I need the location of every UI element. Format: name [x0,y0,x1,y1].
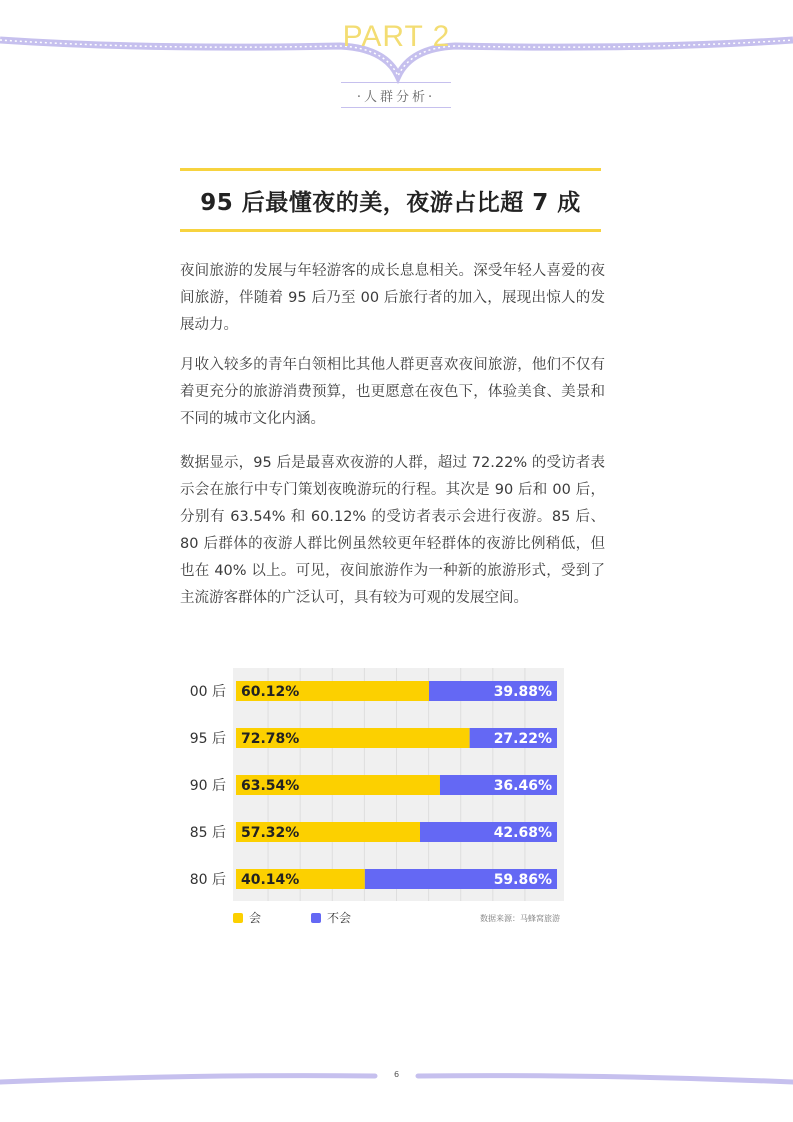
data-label-no: 36.46% [493,778,552,794]
category-label: 80 后 [189,872,226,888]
category-label: 90 后 [189,778,226,794]
data-source: 数据来源：马蜂窝旅游 [480,914,560,923]
chart-legend [233,909,401,926]
data-label-no: 27.22% [493,731,552,747]
section-subtitle: ·人群分析· [341,82,451,108]
paragraph-2: 月收入较多的青年白领相比其他人群更喜欢夜间旅游，他们不仅有着更充分的旅游消费预算，也更愿意在夜色下，体验美食、美景和不同的城市文化内涵。 [180,357,605,427]
data-label-no: 42.68% [493,825,552,841]
legend-item-no [311,909,351,926]
data-label-yes: 40.14% [241,872,300,888]
category-label: 85 后 [189,825,226,841]
section-title: 95 后最懂夜的美，夜游占比超 7 成 [200,189,581,216]
category-label: 00 后 [189,684,226,700]
legend-swatch-yes [233,913,243,923]
data-label-yes: 63.54% [241,778,300,794]
stacked-bar-chart [180,660,600,950]
part-title: PART 2 [342,20,451,53]
footer-ribbon-decoration [0,1060,793,1100]
page-number: 6 [393,1070,400,1079]
data-label-yes: 60.12% [241,684,300,700]
legend-label-yes: 会 [249,911,262,925]
data-label-no: 39.88% [493,684,552,700]
legend-item-yes [233,909,261,926]
category-label: 95 后 [189,731,226,747]
paragraph-1: 夜间旅游的发展与年轻游客的成长息息相关。深受年轻人喜爱的夜间旅游，伴随着 95 后乃至 00 后旅行者的加入，展现出惊人的发展动力。 [180,263,605,333]
paragraph-3: 数据显示，95 后是最喜欢夜游的人群，超过 72.22% 的受访者表示会在旅行中专门策划夜晚游玩的行程。其次是 90 后和 00 后，分别有 63.54% 和 60.12% 的受访者表示会进行夜游。85 后、80 后群体的夜游人群比例虽然较更年轻群体的夜游比例稍低，但也在 40% 以上。可见，夜间旅游作为一种新的旅游形式，受到了主流游客群体的广泛认可，具有较为可观的发展空间。 [180,455,605,606]
data-label-no: 59.86% [493,872,552,888]
legend-label-no: 不会 [327,911,352,925]
section-title-box [180,168,601,232]
legend-swatch-no [311,913,321,923]
data-label-yes: 57.32% [241,825,300,841]
data-label-yes: 72.78% [241,731,300,747]
